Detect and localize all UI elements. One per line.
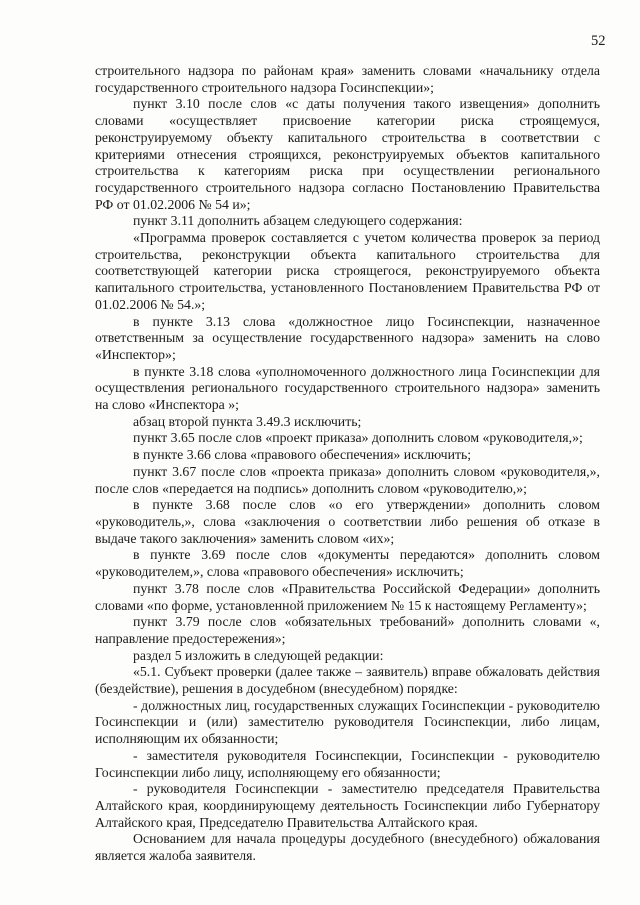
paragraph: строительного надзора по районам края» заменить словами «начальнику отдела государственного строительного надзора Госинспекции»; <box>95 63 600 95</box>
paragraph: - руководителя Госинспекции - заместителю председателя Правительства Алтайского края, координирующему деятельность Госинспекции либо Губернатору Алтайского края, Председателю Правительства Алтайского края. <box>95 781 600 830</box>
paragraph: в пункте 3.68 после слов «о его утверждении» дополнить словом «руководитель,», слова «заключения о соответствии либо решения об отказе в выдаче такого заключения» заменить словом «их»; <box>95 497 600 546</box>
paragraph: в пункте 3.18 слова «уполномоченного должностного лица Госинспекции для осуществления регионального государственного строительного надзора» заменить на слово «Инспектора »; <box>95 363 600 413</box>
paragraph: «Программа проверок составляется с учетом количества проверок за период строительства, реконструкции объекта капитального строительства для соответствующей категории риска строящегося, реконструируемого объекта капитального строительства, установленного Постановлением Правительства РФ от 01.02.2006 № 54.»; <box>95 230 600 312</box>
paragraph: пункт 3.79 после слов «обязательных требований» дополнить словами «, направление предостережения»; <box>95 614 600 646</box>
paragraph: пункт 3.11 дополнить абзацем следующего содержания: <box>133 213 463 229</box>
paragraph: - должностных лиц, государственных служащих Госинспекции - руководителю Госинспекции и (или) заместителю руководителя Госинспекции, либо лицам, исполняющим их обязанности; <box>95 697 600 747</box>
paragraph: в пункте 3.66 слова «правового обеспечения» исключить; <box>133 447 472 463</box>
paragraph: - заместителя руководителя Госинспекции, Госинспекции - руководителю Госинспекции либо лицу, исполняющему его обязанности; <box>95 747 600 780</box>
paragraph: в пункте 3.69 после слов «документы передаются» дополнить словом «руководителем,», слова «правового обеспечения» исключить; <box>95 547 600 580</box>
paragraph: пункт 3.78 после слов «Правительства Российской Федерации» дополнить словами «по форме, установленной приложением № 15 к настоящему Регламенту»; <box>95 580 600 613</box>
paragraph: пункт 3.65 после слов «проект приказа» дополнить словом «руководителя,»; <box>133 430 583 446</box>
paragraph: абзац второй пункта 3.49.3 исключить; <box>133 413 362 429</box>
paragraph: Основанием для начала процедуры досудебного (внесудебного) обжалования является жалоба заявителя. <box>95 831 600 864</box>
paragraph: раздел 5 изложить в следующей редакции: <box>133 647 384 663</box>
paragraph: «5.1. Субъект проверки (далее также – заявитель) вправе обжаловать действия (бездействие), решения в досудебном (внесудебном) порядке: <box>95 664 600 697</box>
document-body <box>95 63 600 865</box>
page-number: 52 <box>591 33 606 49</box>
paragraph: пункт 3.67 после слов «проекта приказа» дополнить словом «руководителя,», после слов «передается на подпись» дополнить словом «руководителю,»; <box>95 463 600 496</box>
paragraph: пункт 3.10 после слов «с даты получения такого извещения» дополнить словами «осуществляет присвоение категории риска строящемуся, реконструируемому объекту капитального строительства в соответствии с критериями отнесения строящихся, реконструируемых объектов капитального строительства к категориям риска при осуществлении регионального государственного строительного надзора согласно Постановлению Правительства РФ от 01.02.2006 № 54 и»; <box>95 96 600 212</box>
paragraph: в пункте 3.13 слова «должностное лицо Госинспекции, назначенное ответственным за осуществление государственного надзора» заменить на слово «Инспектор»; <box>95 313 600 362</box>
